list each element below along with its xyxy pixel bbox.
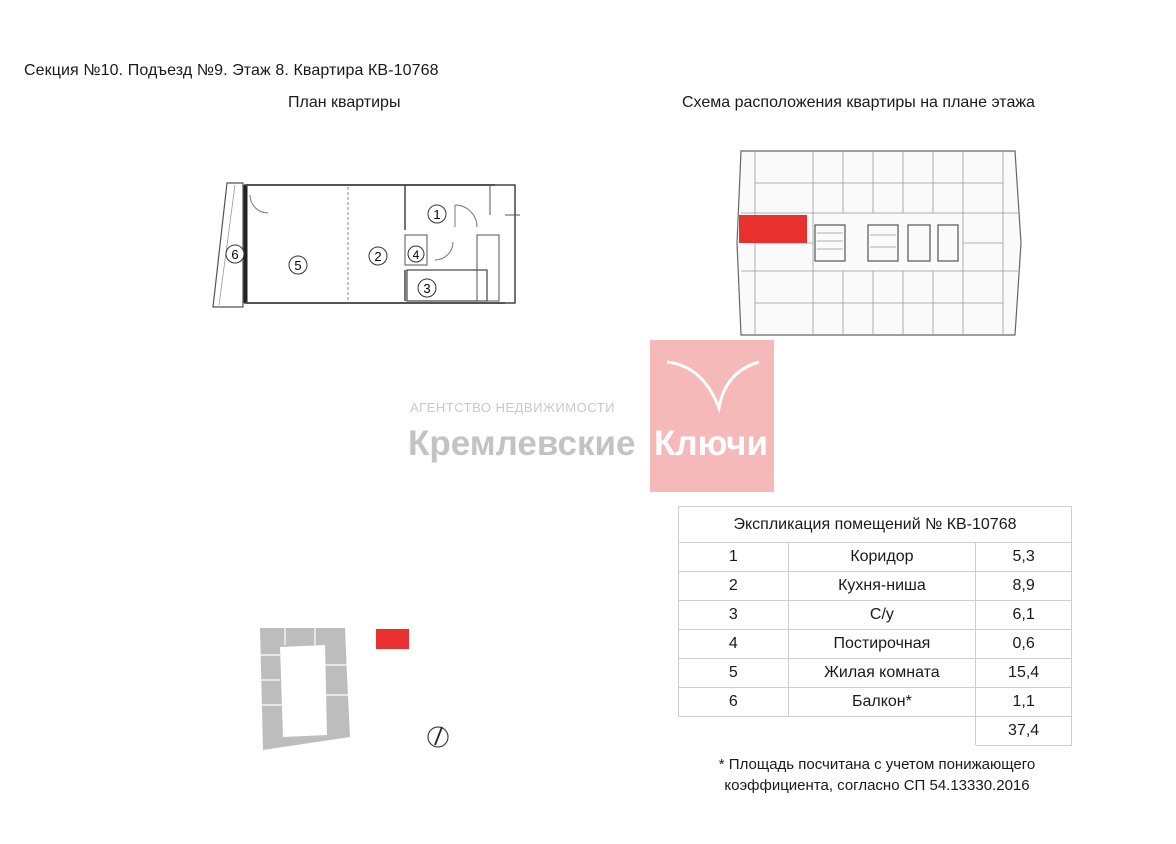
section-marker (376, 629, 409, 649)
room-number: 2 (679, 572, 789, 601)
apartment-plan-drawing (205, 175, 525, 320)
room-name: Постирочная (788, 630, 976, 659)
table-row (679, 601, 1072, 630)
room-area: 5,3 (976, 543, 1072, 572)
table-row (679, 543, 1072, 572)
room-area: 1,1 (976, 688, 1072, 717)
svg-text:3: 3 (423, 281, 431, 296)
room-number: 4 (679, 630, 789, 659)
footnote-line-2: коэффициента, согласно СП 54.13330.2016 (724, 777, 1030, 794)
footnote-line-1: * Площадь посчитана с учетом понижающего (718, 756, 1036, 773)
svg-text:2: 2 (374, 249, 382, 264)
watermark-logo-arc (663, 358, 763, 413)
table-total-row (679, 717, 1072, 746)
room-name: Кухня-ниша (788, 572, 976, 601)
apartment-plan-title: План квартиры (288, 94, 401, 111)
room-marker-5 (289, 256, 307, 274)
floor-scheme-drawing (733, 143, 1026, 343)
svg-text:4: 4 (412, 248, 420, 262)
svg-text:1: 1 (433, 207, 441, 222)
total-area: 37,4 (976, 717, 1072, 746)
table-row (679, 659, 1072, 688)
watermark-brand-part1: Кремлевские (408, 424, 636, 463)
room-name: Балкон* (788, 688, 976, 717)
apartment-highlight (739, 215, 807, 243)
room-number: 5 (679, 659, 789, 688)
total-spacer (679, 717, 976, 746)
page-title: Секция №10. Подъезд №9. Этаж 8. Квартира КВ-10768 (24, 62, 439, 79)
area-footnote (690, 754, 1064, 796)
table-row (679, 572, 1072, 601)
room-marker-3 (418, 279, 436, 297)
room-number: 3 (679, 601, 789, 630)
room-marker-6 (226, 245, 244, 263)
explication-table (678, 506, 1072, 746)
compass-icon (428, 727, 448, 747)
room-marker-2 (369, 247, 387, 265)
room-area: 6,1 (976, 601, 1072, 630)
svg-text:6: 6 (231, 247, 239, 262)
room-marker-4 (408, 246, 424, 262)
explication-header-row (679, 507, 1072, 543)
room-number: 1 (679, 543, 789, 572)
table-row (679, 688, 1072, 717)
room-name: Жилая комната (788, 659, 976, 688)
floor-scheme-title: Схема расположения квартиры на плане этажа (682, 94, 1035, 111)
table-row (679, 630, 1072, 659)
building-section-diagram (255, 625, 455, 755)
watermark-brand-part2: Ключи (654, 424, 768, 463)
watermark-tagline: АГЕНТСТВО НЕДВИЖИМОСТИ (410, 400, 615, 415)
room-number: 6 (679, 688, 789, 717)
room-area: 8,9 (976, 572, 1072, 601)
svg-text:5: 5 (294, 258, 302, 273)
room-name: Коридор (788, 543, 976, 572)
room-marker-1 (428, 205, 446, 223)
room-area: 15,4 (976, 659, 1072, 688)
room-name: С/у (788, 601, 976, 630)
explication-title: Экспликация помещений № КВ-10768 (679, 507, 1072, 543)
agency-watermark (405, 340, 780, 495)
room-area: 0,6 (976, 630, 1072, 659)
